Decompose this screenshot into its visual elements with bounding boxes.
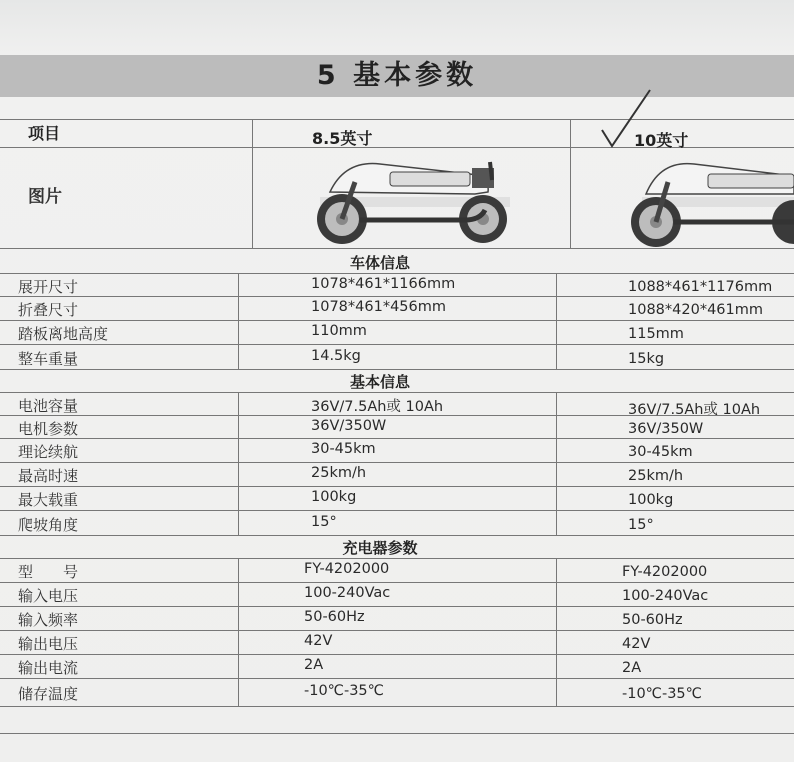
row-value-8-5: 30-45km [311,441,376,457]
row-label: 输出电压 [18,635,79,653]
row-value-8-5: -10℃-35℃ [304,683,384,699]
row-divider-label [238,606,239,630]
row-value-8-5: 100-240Vac [304,585,391,601]
row-divider-value [556,462,557,486]
row-label: 最大载重 [18,491,79,509]
row-label: 储存温度 [18,685,79,703]
row-divider-value [556,392,557,415]
row-label: 踏板离地高度 [18,325,109,343]
row-value-8-5: 25km/h [311,465,367,481]
row-divider-value [556,510,557,535]
row-divider-label [238,630,239,654]
row-label: 展开尺寸 [18,278,79,296]
row-value-10: 25km/h [628,468,684,484]
row-divider-label [238,438,239,462]
scooter-10-image [622,152,794,247]
row-value-8-5: 50-60Hz [304,609,365,625]
row-value-8-5: 36V/350W [311,418,387,434]
row-border [0,678,794,679]
row-divider-value [556,320,557,344]
row-value-10: 30-45km [628,444,693,460]
row-label: 输入电压 [18,587,79,605]
page-title: 5 基本参数 [316,60,478,91]
table-bottom-border [0,733,794,734]
section-border-vehicle [0,273,794,274]
row-divider-value [556,582,557,606]
row-divider-value [556,486,557,510]
table-top-border [0,119,794,120]
row-label: 电池容量 [18,397,79,415]
row-value-8-5: 1078*461*1166mm [311,276,456,292]
row-divider-label [238,392,239,415]
row-divider-label [238,678,239,706]
row-border [0,630,794,631]
row-value-8-5: 110mm [311,323,367,339]
row-border [0,510,794,511]
header-picture: 图片 [28,187,62,207]
column-divider-header-2 [570,119,571,248]
row-value-8-5: 36V/7.5Ah或 10Ah [311,399,444,415]
row-divider-label [238,273,239,296]
row-border [0,606,794,607]
row-border [0,486,794,487]
header-col-8-5: 8.5英寸 [312,129,373,148]
row-value-10: 15° [628,517,654,533]
row-border [0,344,794,345]
row-value-10: 36V/350W [628,421,704,437]
row-divider-value [556,678,557,706]
row-value-8-5: 2A [304,657,324,673]
section-title-basic: 基本信息 [349,373,410,391]
row-value-10: FY-4202000 [622,564,708,580]
row-divider-label [238,654,239,678]
row-divider-value [556,438,557,462]
row-value-10: 115mm [628,326,684,342]
row-value-10: 50-60Hz [622,612,683,628]
row-divider-label [238,558,239,582]
header-col-10: 10英寸 [634,131,689,150]
row-value-8-5: 15° [311,514,337,530]
row-label: 型 号 [18,563,79,581]
row-border [0,706,794,707]
row-value-8-5: 1078*461*456mm [311,299,447,315]
row-label: 最高时速 [18,467,79,485]
row-divider-label [238,582,239,606]
row-divider-value [556,273,557,296]
row-label: 电机参数 [18,420,79,438]
row-label: 爬坡角度 [18,516,79,534]
row-border [0,462,794,463]
row-divider-label [238,486,239,510]
row-divider-label [238,344,239,369]
row-value-10: 2A [622,660,642,676]
section-border-charger [0,558,794,559]
row-value-10: 36V/7.5Ah或 10Ah [628,402,761,418]
row-divider-value [556,296,557,320]
row-divider-value [556,606,557,630]
row-divider-label [238,320,239,344]
row-divider-value [556,654,557,678]
row-divider-label [238,510,239,535]
check-mark-icon [600,88,660,148]
row-value-8-5: FY-4202000 [304,561,390,577]
row-border [0,438,794,439]
row-value-8-5: 100kg [311,489,357,505]
row-value-8-5: 14.5kg [311,348,361,364]
row-value-10: 1088*461*1176mm [628,279,773,295]
row-label: 理论续航 [18,443,79,461]
row-divider-value [556,415,557,438]
row-border [0,582,794,583]
header-item: 项目 [28,124,61,143]
row-label: 整车重量 [18,350,79,368]
row-border [0,296,794,297]
row-label: 折叠尺寸 [18,301,79,319]
row-value-10: 100kg [628,492,674,508]
row-label: 输出电流 [18,659,79,677]
row-value-10: 42V [622,636,651,652]
row-value-10: 15kg [628,351,665,367]
section-title-vehicle: 车体信息 [349,254,410,272]
row-value-10: 1088*420*461mm [628,302,764,318]
row-divider-value [556,344,557,369]
row-value-10: -10℃-35℃ [622,686,702,702]
section-title-charger: 充电器参数 [342,539,418,557]
section-border-basic [0,392,794,393]
row-value-10: 100-240Vac [622,588,709,604]
row-border [0,654,794,655]
row-divider-label [238,296,239,320]
row-divider-label [238,415,239,438]
row-divider-label [238,462,239,486]
row-divider-value [556,558,557,582]
row-divider-value [556,630,557,654]
column-divider-header-1 [252,119,253,248]
row-border [0,320,794,321]
row-border [0,535,794,536]
scooter-8-5-image [300,152,530,247]
row-value-8-5: 42V [304,633,333,649]
picture-row-border [0,248,794,249]
row-label: 输入频率 [18,611,79,629]
row-border [0,369,794,370]
